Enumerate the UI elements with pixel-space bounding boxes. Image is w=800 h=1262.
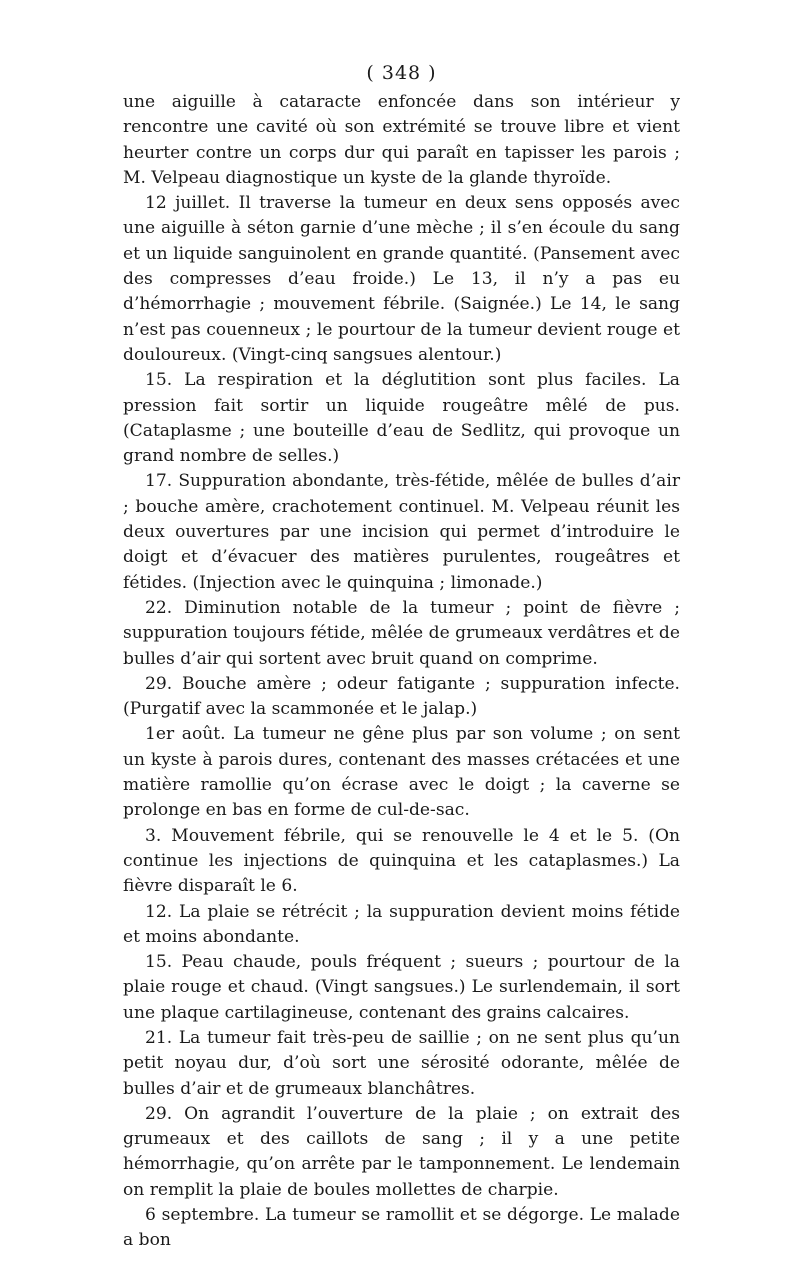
paragraph: 29. Bouche amère ; odeur fatigante ; suppuration infecte. (Purgatif avec la scammonée et le jalap.) — [123, 673, 680, 720]
paragraph: 15. La respiration et la déglutition sont plus faciles. La pression fait sortir un liquide rougeâtre mêlé de pus. (Cataplasme ; une bouteille d’eau de Sedlitz, qui provoque un grand nombre de selles.) — [123, 370, 680, 467]
paragraph: 15. Peau chaude, pouls fréquent ; sueurs ; pourtour de la plaie rouge et chaud. (Vingt sangsues.) Le surlendemain, il sort une plaque cartilagineuse, contenant des grains calcaires. — [123, 952, 680, 1023]
paragraph: 12. La plaie se rétrécit ; la suppuration devient moins fétide et moins abondante. — [123, 901, 680, 947]
paragraph: une aiguille à cataracte enfoncée dans son intérieur y rencontre une cavité où son extrémité se trouve libre et vient heurter contre un corps dur qui paraît en tapisser les parois ; M. Velpeau diagnostique un kyste de la glande thyroïde. — [123, 92, 680, 188]
paragraph: 6 septembre. La tumeur se ramollit et se dégorge. Le malade a bon — [123, 1205, 680, 1251]
paragraph: 22. Diminution notable de la tumeur ; point de fièvre ; suppuration toujours fétide, mêlée de grumeaux verdâtres et de bulles d’air qui sortent avec bruit quand on comprime. — [123, 597, 680, 669]
paragraph: 3. Mouvement fébrile, qui se renouvelle le 4 et le 5. (On continue les injections de quinquina et les cataplasmes.) La fièvre disparaît le 6. — [123, 825, 680, 897]
document-page — [123, 60, 680, 1254]
body-text — [123, 90, 680, 1254]
paragraph: 12 juillet. Il traverse la tumeur en deux sens opposés avec une aiguille à séton garnie d’une mèche ; il s’en écoule du sang et un liquide sanguinolent en grande quantité. (Pansement avec des compresses d’eau froide.) Le 13, il n’y a pas eu d’hémorrhagie ; mouvement fébrile. (Saignée.) Le 14, le sang n’est pas couenneux ; le pourtour de la tumeur devient rouge et douloureux. (Vingt-cinq sangsues alentour.) — [123, 193, 680, 365]
paragraph: 29. On agrandit l’ouverture de la plaie ; on extrait des grumeaux et des caillots de sang ; il y a une petite hémorrhagie, qu’on arrête par le tamponnement. Le lendemain on remplit la plaie de boules mollettes de charpie. — [123, 1103, 680, 1200]
paragraph: 17. Suppuration abondante, très-fétide, mêlée de bulles d’air ; bouche amère, crachotement continuel. M. Velpeau réunit les deux ouvertures par une incision qui permet d’introduire le doigt et d’évacuer des matières purulentes, rougeâtres et fétides. (Injection avec le quinquina ; limonade.) — [123, 471, 680, 593]
paragraph: 21. La tumeur fait très-peu de saillie ; on ne sent plus qu’un petit noyau dur, d’où sort une sérosité odorante, mêlée de bulles d’air et de grumeaux blanchâtres. — [123, 1027, 680, 1099]
page-number: ( 348 ) — [366, 62, 437, 84]
paragraph: 1er août. La tumeur ne gêne plus par son volume ; on sent un kyste à parois dures, contenant des masses crétacées et une matière ramollie qu’on écrase avec le doigt ; la caverne se prolonge en bas en forme de cul-de-sac. — [123, 724, 680, 821]
